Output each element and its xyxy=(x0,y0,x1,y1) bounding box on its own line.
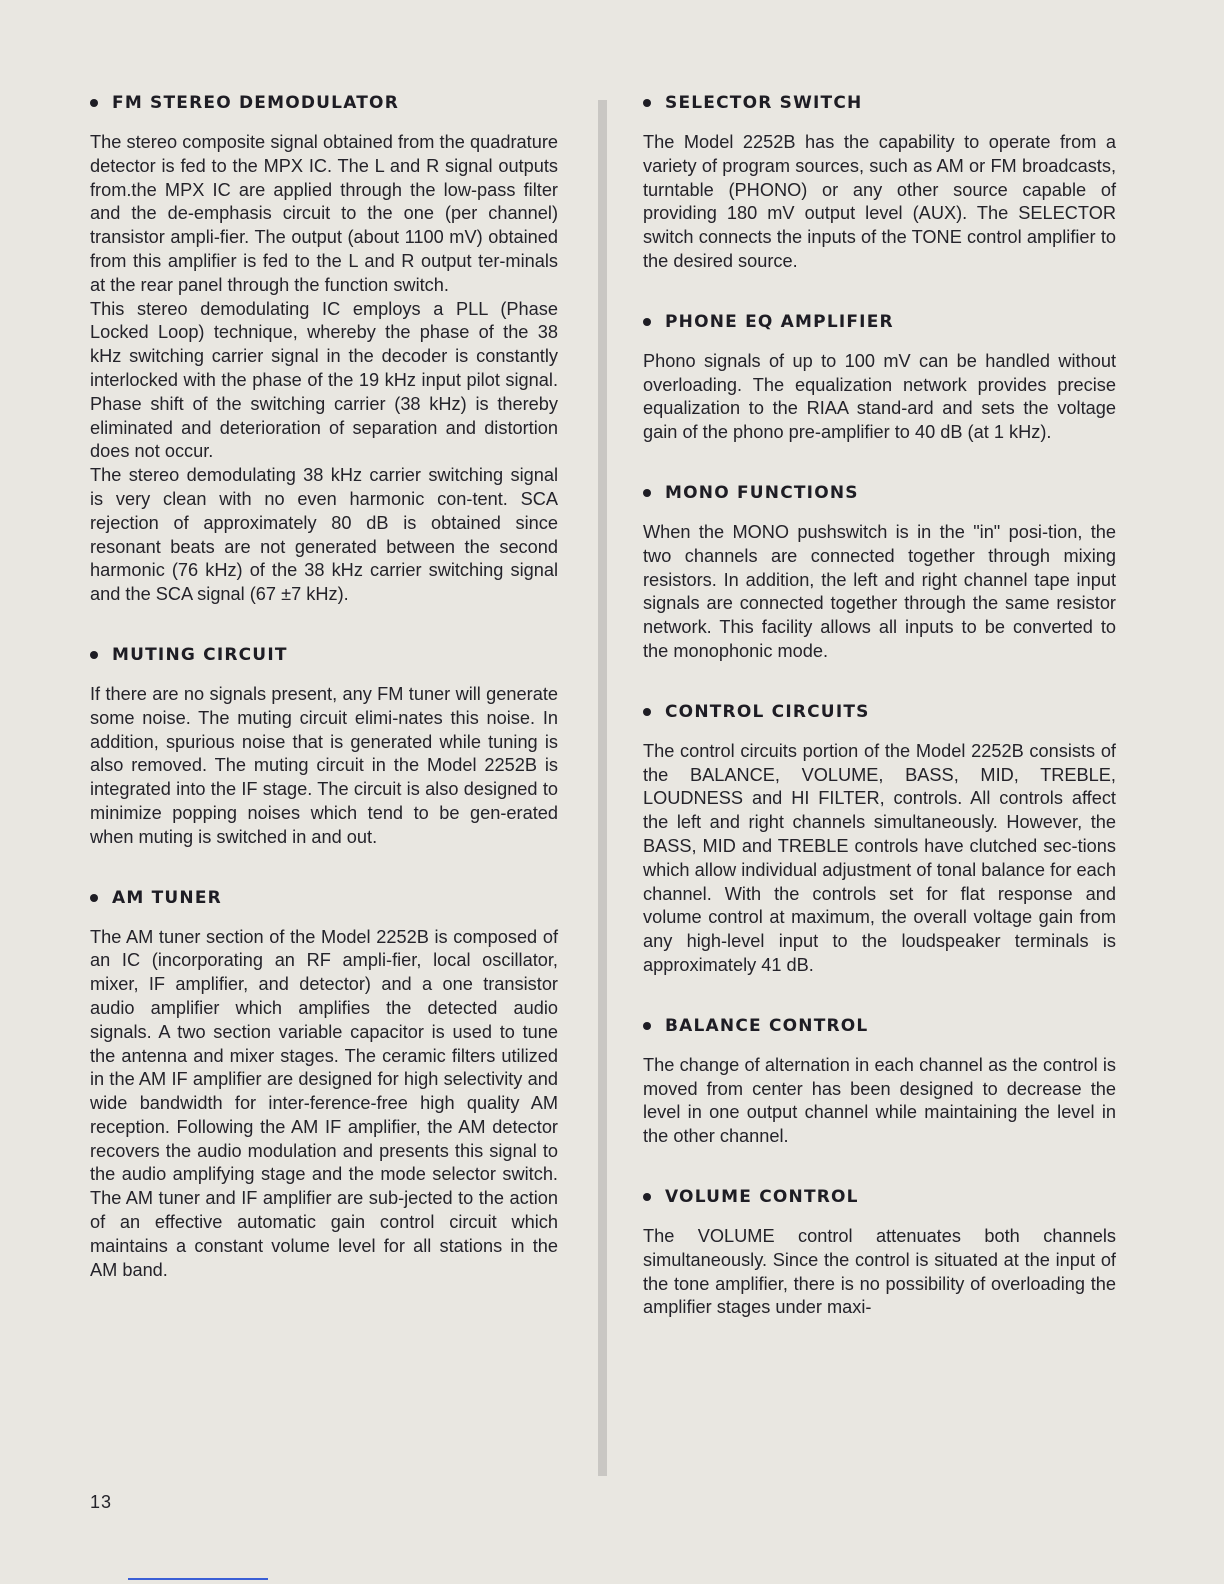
paragraph: The AM tuner section of the Model 2252B is composed of an IC (incorporating an RF ampli-fier, local oscillator, mixer, IF amplifier, and detector) and a one transistor audio amplifier which amplifies the detected audio signals. A two section variable capacitor is used to tune the antenna and mixer stages. The ceramic filters utilized in the AM IF amplifier are designed for high selectivity and wide bandwidth for inter-ference-free high quality AM reception. Following the AM IF amplifier, the AM detector recovers the audio modulation and presents this signal to the audio amplifying stage and the mode selector switch. The AM tuner and IF amplifier are sub-jected to the action of an effective automatic gain control circuit which maintains a constant volume level for all stations in the AM band. xyxy=(90,926,558,1280)
bullet-icon xyxy=(90,651,98,659)
heading-text: AM TUNER xyxy=(112,887,222,908)
heading-text: SELECTOR SWITCH xyxy=(665,93,863,113)
section-mono-functions xyxy=(643,483,1116,664)
section-heading xyxy=(643,483,1116,503)
bullet-icon xyxy=(643,489,651,497)
bullet-icon xyxy=(643,99,651,107)
paragraph: The Model 2252B has the capability to operate from a variety of program sources, such as AM or FM broadcasts, turntable (PHONO) or any other source capable of providing 180 mV output level (AUX). The SELECTOR switch connects the inputs of the TONE control amplifier to the desired source. xyxy=(643,132,1116,271)
section-am-tuner xyxy=(90,888,558,1283)
heading-text: MONO FUNCTIONS xyxy=(665,482,859,503)
section-heading xyxy=(643,1187,1116,1207)
column-divider xyxy=(598,100,607,1476)
section-muting-circuit xyxy=(90,645,558,850)
section-selector-switch xyxy=(643,93,1116,274)
section-heading xyxy=(90,645,558,665)
heading-text: FM STEREO DEMODULATOR xyxy=(112,93,399,113)
paragraph: The VOLUME control attenuates both channels simultaneously. Since the control is situated at the input of the tone amplifier, there is no possibility of overloading the amplifier stages under maxi- xyxy=(643,1225,1116,1318)
section-control-circuits xyxy=(643,702,1116,978)
heading-text: PHONE EQ AMPLIFIER xyxy=(665,311,894,332)
bullet-icon xyxy=(643,708,651,716)
paragraph: Phono signals of up to 100 mV can be handled without overloading. The equalization network provides precise equalization to the RIAA stand-ard and sets the voltage gain of the phono pre-amplifier to 40 dB (at 1 kHz). xyxy=(643,350,1116,443)
bullet-icon xyxy=(643,1193,651,1201)
heading-text: VOLUME CONTROL xyxy=(665,1186,859,1207)
bullet-icon xyxy=(643,318,651,326)
paragraph: When the MONO pushswitch is in the "in" posi-tion, the two channels are connected together through mixing resistors. In addition, the left and right channel tape input signals are connected together through the same resistor network. This facility allows all inputs to be converted to the monophonic mode. xyxy=(643,521,1116,661)
heading-text: CONTROL CIRCUITS xyxy=(665,701,870,722)
bullet-icon xyxy=(643,1022,651,1030)
section-heading xyxy=(90,888,558,908)
section-heading xyxy=(643,702,1116,722)
section-heading xyxy=(643,312,1116,332)
paragraph: This stereo demodulating IC employs a PLL (Phase Locked Loop) technique, whereby the phase of the 38 kHz switching carrier signal in the decoder is constantly interlocked with the phase of the 19 kHz input pilot signal. Phase shift of the switching carrier (38 kHz) is thereby eliminated and deterioration of separation and distortion does not occur. xyxy=(90,298,558,462)
right-column xyxy=(643,93,1116,1320)
bullet-icon xyxy=(90,894,98,902)
heading-text: MUTING CIRCUIT xyxy=(112,644,288,665)
paragraph: The control circuits portion of the Model 2252B consists of the BALANCE, VOLUME, BASS, MID, TREBLE, LOUDNESS and HI FILTER, controls. All controls affect the left and right channels simultaneously. However, the BASS, MID and TREBLE controls have clutched sec-tions which allow individual adjustment of tonal balance for each channel. With the controls set for flat response and volume control at maximum, the overall voltage gain from any high-level input to the loudspeaker terminals is approximately 41 dB. xyxy=(643,740,1116,975)
paragraph: The stereo composite signal obtained from the quadrature detector is fed to the MPX IC. The L and R signal outputs from.the MPX IC are applied through the low-pass filter and the de-emphasis circuit to the one (per channel) transistor ampli-fier. The output (about 1100 mV) obtained from this amplifier is fed to the L and R output ter-minals at the rear panel through the function switch. xyxy=(90,132,558,295)
paragraph: The change of alternation in each channel as the control is moved from center has been designed to decrease the level in one output channel while maintaining the level in the other channel. xyxy=(643,1054,1116,1147)
paragraph: The stereo demodulating 38 kHz carrier switching signal is very clean with no even harmonic con-tent. SCA rejection of approximately 80 dB is obtained since resonant beats are not generated between the second harmonic (76 kHz) of the 38 kHz carrier switching signal and the SCA signal (67 ±7 kHz). xyxy=(90,465,558,605)
section-heading xyxy=(643,1016,1116,1036)
section-volume-control xyxy=(643,1187,1116,1320)
section-heading xyxy=(643,93,1116,113)
bottom-rule xyxy=(128,1578,268,1580)
left-column xyxy=(90,93,558,1282)
section-fm-stereo-demodulator xyxy=(90,93,558,607)
section-heading xyxy=(90,93,558,113)
section-balance-control xyxy=(643,1016,1116,1149)
heading-text: BALANCE CONTROL xyxy=(665,1015,869,1036)
section-phone-eq-amplifier xyxy=(643,312,1116,445)
page-number: 13 xyxy=(90,1492,113,1512)
bullet-icon xyxy=(90,99,98,107)
paragraph: If there are no signals present, any FM tuner will generate some noise. The muting circuit elimi-nates this noise. In addition, spurious noise that is generated while tuning is also removed. The muting circuit in the Model 2252B is integrated into the IF stage. The circuit is also designed to minimize popping noises which tend to be gen-erated when muting is switched in and out. xyxy=(90,683,558,847)
